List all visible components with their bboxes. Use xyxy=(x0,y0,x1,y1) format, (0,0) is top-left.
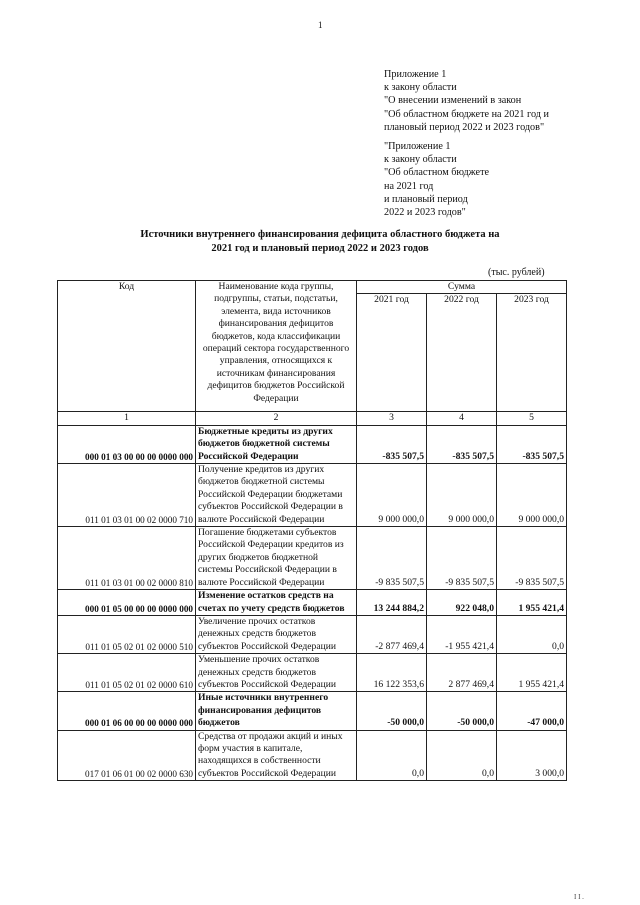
row-name: Увеличение прочих остатков денежных средств бюджетов субъектов Российской Федерации xyxy=(196,615,357,653)
header-row xyxy=(58,281,567,294)
appendix-line: 2022 и 2023 годов" xyxy=(384,207,466,219)
row-name: Изменение остатков средств на счетах по учету средств бюджетов xyxy=(196,590,357,616)
column-index-row xyxy=(58,412,567,425)
appendix-line: к закону области xyxy=(384,82,457,94)
header-year-2022: 2022 год xyxy=(427,294,497,412)
row-name: Бюджетные кредиты из других бюджетов бюджетной системы Российской Федерации xyxy=(196,425,357,463)
row-code: 000 01 06 00 00 00 0000 000 xyxy=(58,692,196,730)
row-name: Уменьшение прочих остатков денежных средств бюджетов субъектов Российской Федерации xyxy=(196,654,357,692)
appendix-line: "О внесении изменений в закон xyxy=(384,95,522,107)
table-row xyxy=(58,527,567,590)
row-value-2023: -47 000,0 xyxy=(497,692,567,730)
table-row xyxy=(58,464,567,527)
column-index: 2 xyxy=(196,412,357,425)
appendix-line: "Приложение 1 xyxy=(384,141,451,153)
table-row xyxy=(58,425,567,463)
row-code: 017 01 06 01 00 02 0000 630 xyxy=(58,730,196,781)
row-value-2023: 0,0 xyxy=(497,615,567,653)
appendix-line: к закону области xyxy=(384,154,457,166)
row-value-2023: 3 000,0 xyxy=(497,730,567,781)
header-year-2021: 2021 год xyxy=(357,294,427,412)
row-name: Погашение бюджетами субъектов Российской Федерации кредитов из других бюджетов бюджетной системы Российской Федерации в валюте Российской Федерации xyxy=(196,527,357,590)
row-code: 000 01 03 00 00 00 0000 000 xyxy=(58,425,196,463)
header-name: Наименование кода группы, подгруппы, статьи, подстатьи, элемента, вида источников финансирования дефицитов бюджетов, кода классификации операций сектора государственного управления, относящихся к источникам финансирования дефицитов бюджетов Российской Федерации xyxy=(196,281,357,412)
row-code: 000 01 05 00 00 00 0000 000 xyxy=(58,590,196,616)
row-value-2022: 2 877 469,4 xyxy=(427,654,497,692)
row-value-2023: 9 000 000,0 xyxy=(497,464,567,527)
table-row xyxy=(58,590,567,616)
table-row xyxy=(58,692,567,730)
row-value-2021: 13 244 884,2 xyxy=(357,590,427,616)
table-row xyxy=(58,730,567,781)
column-index: 3 xyxy=(357,412,427,425)
row-code: 011 01 05 02 01 02 0000 510 xyxy=(58,615,196,653)
table-row xyxy=(58,654,567,692)
row-value-2023: -835 507,5 xyxy=(497,425,567,463)
row-value-2021: 0,0 xyxy=(357,730,427,781)
footer-marks: I I . xyxy=(574,893,584,901)
header-sum: Сумма xyxy=(357,281,567,294)
appendix-line: Приложение 1 xyxy=(384,69,447,80)
row-name: Иные источники внутреннего финансирования дефицитов бюджетов xyxy=(196,692,357,730)
title-line-1: Источники внутреннего финансирования дефицита областного бюджета на xyxy=(140,229,500,240)
row-code: 011 01 03 01 00 02 0000 810 xyxy=(58,527,196,590)
column-index: 1 xyxy=(58,412,196,425)
row-name: Средства от продажи акций и иных форм участия в капитале, находящихся в собственности субъектов Российской Федерации xyxy=(196,730,357,781)
row-value-2022: -835 507,5 xyxy=(427,425,497,463)
row-name: Получение кредитов из других бюджетов бюджетной системы Российской Федерации бюджетами субъектов Российской Федерации в валюте Российской Федерации xyxy=(196,464,357,527)
header-code: Код xyxy=(58,281,196,412)
row-value-2023: 1 955 421,4 xyxy=(497,654,567,692)
row-value-2021: -50 000,0 xyxy=(357,692,427,730)
row-value-2021: -2 877 469,4 xyxy=(357,615,427,653)
column-index: 4 xyxy=(427,412,497,425)
row-value-2022: 922 048,0 xyxy=(427,590,497,616)
page-number: 1 xyxy=(318,20,323,30)
row-code: 011 01 03 01 00 02 0000 710 xyxy=(58,464,196,527)
row-value-2022: -50 000,0 xyxy=(427,692,497,730)
title-line-2: 2021 год и плановый период 2022 и 2023 годов xyxy=(211,243,429,254)
appendix-block xyxy=(384,68,624,219)
row-value-2023: -9 835 507,5 xyxy=(497,527,567,590)
row-value-2022: -1 955 421,4 xyxy=(427,615,497,653)
row-code: 011 01 05 02 01 02 0000 610 xyxy=(58,654,196,692)
row-value-2023: 1 955 421,4 xyxy=(497,590,567,616)
row-value-2021: -9 835 507,5 xyxy=(357,527,427,590)
appendix-line: и плановый период xyxy=(384,193,468,205)
unit-label: (тыс. рублей) xyxy=(488,267,545,278)
row-value-2021: -835 507,5 xyxy=(357,425,427,463)
appendix-line: на 2021 год xyxy=(384,180,434,192)
table-row xyxy=(58,615,567,653)
header-year-2023: 2023 год xyxy=(497,294,567,412)
row-value-2022: 0,0 xyxy=(427,730,497,781)
document-title xyxy=(100,228,540,256)
column-index: 5 xyxy=(497,412,567,425)
financing-table xyxy=(57,280,567,781)
row-value-2021: 16 122 353,6 xyxy=(357,654,427,692)
appendix-line: "Об областном бюджете на 2021 год и xyxy=(384,108,549,120)
appendix-line: плановый период 2022 и 2023 годов" xyxy=(384,121,545,133)
appendix-line: "Об областном бюджете xyxy=(384,167,490,179)
row-value-2022: 9 000 000,0 xyxy=(427,464,497,527)
row-value-2022: -9 835 507,5 xyxy=(427,527,497,590)
row-value-2021: 9 000 000,0 xyxy=(357,464,427,527)
